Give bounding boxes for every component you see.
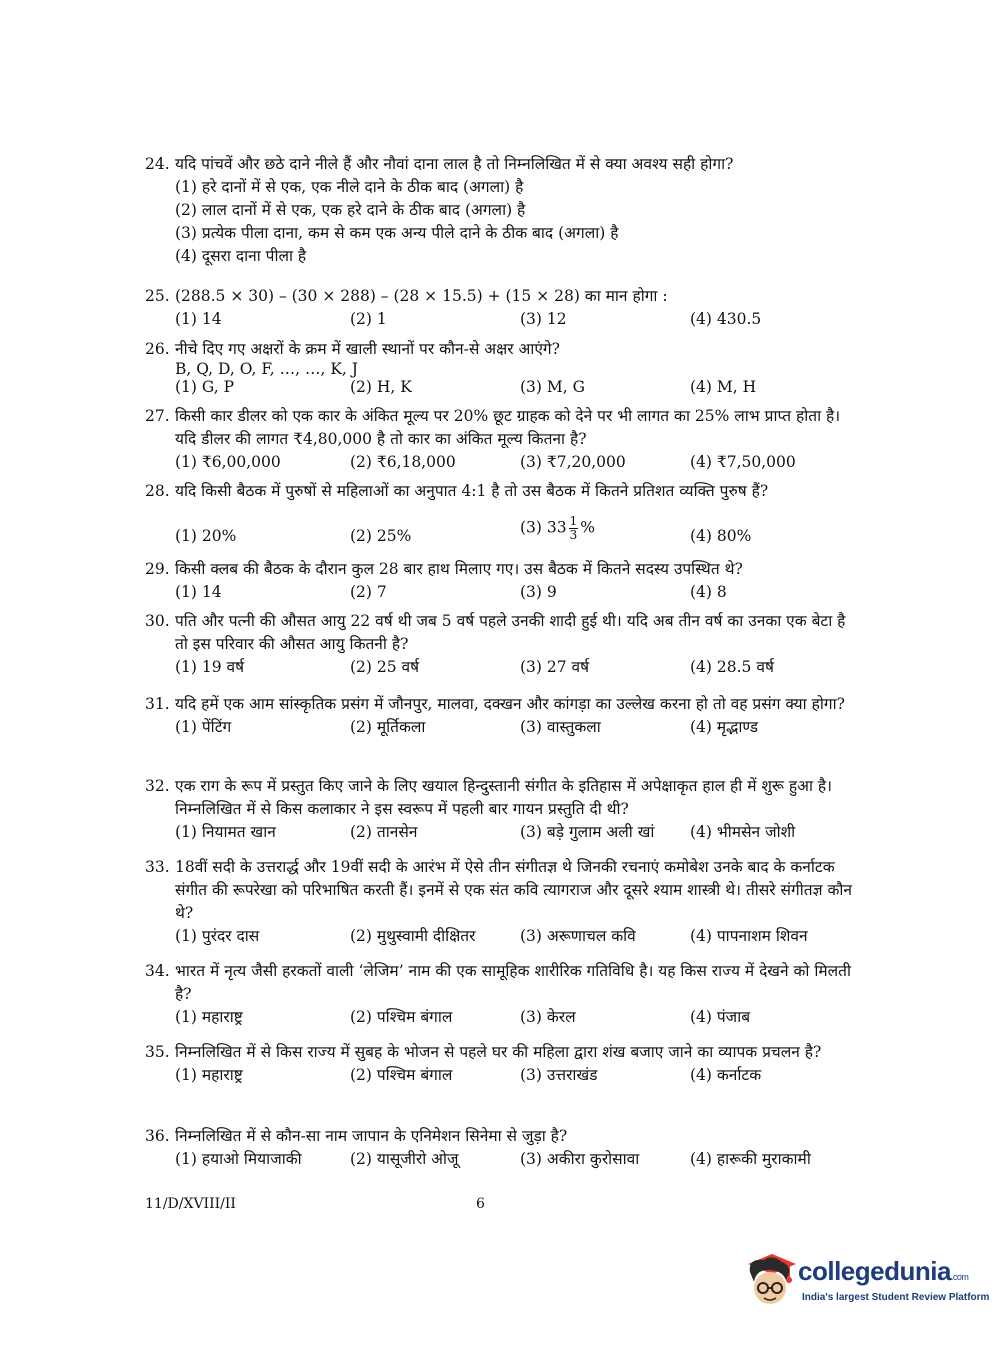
fraction-numerator: 1 <box>569 514 578 528</box>
question-27 <box>145 405 860 474</box>
options-row <box>175 1006 860 1029</box>
option-2: (2) 25% <box>350 527 412 545</box>
option-3: (3) ₹7,20,000 <box>520 453 626 471</box>
option-2: (2) तानसेन <box>350 823 418 841</box>
option-1: (1) नियामत खान <box>175 823 276 841</box>
options-row <box>175 581 860 604</box>
option-4: (4) पंजाब <box>690 1008 751 1026</box>
option-3: (3) 27 वर्ष <box>520 658 590 676</box>
option-2: (2) यासूजीरो ओजू <box>350 1150 459 1168</box>
option-3: (3) 12 <box>520 310 567 328</box>
brand-tld: .com <box>950 1272 969 1282</box>
student-mascot-icon <box>742 1250 798 1310</box>
question-35 <box>145 1041 860 1087</box>
brand-text: collegedunia <box>798 1256 951 1286</box>
options-row <box>175 821 860 844</box>
option-4: (4) कर्नाटक <box>690 1066 762 1084</box>
fraction <box>569 515 579 542</box>
option-2: (2) मुथुस्वामी दीक्षितर <box>350 927 476 945</box>
brand-name <box>798 1256 968 1287</box>
option-1: (1) पेंटिंग <box>175 718 232 736</box>
question-number: 36. <box>145 1127 170 1145</box>
options-row <box>175 656 860 679</box>
question-text: 18वीं सदी के उत्तरार्द्ध और 19वीं सदी के आरंभ में ऐसे तीन संगीतज्ञ थे जिनकी रचनाएं कमोबेश उनके बाद के कर्नाटक संगीत की रूपरेखा को परिभाषित करती हैं। इनमें से एक संत कवि त्यागराज और दूसरे श्याम शास्त्री थे। तीसरे संगीतज्ञ कौन थे? <box>175 858 852 922</box>
option-4: (4) 80% <box>690 527 752 545</box>
letter-sequence: B, Q, D, O, F, …, …, K, J <box>175 360 358 378</box>
question-34 <box>145 960 860 1029</box>
options-row <box>175 377 860 397</box>
option-3: (3) 9 <box>520 583 557 601</box>
options-row <box>175 716 860 739</box>
option-1: (1) महाराष्ट्र <box>175 1066 243 1084</box>
option-4: (4) M, H <box>690 378 757 396</box>
question-number: 35. <box>145 1043 170 1061</box>
question-text: यदि पांचवें और छठे दाने नीले हैं और नौवां दाना लाल है तो निम्नलिखित में से क्या अवश्य सही होगा? <box>175 155 734 173</box>
option-3: (3) अरूणाचल कवि <box>520 927 636 945</box>
question-28 <box>145 480 860 555</box>
options-row <box>175 1064 860 1087</box>
question-number: 31. <box>145 695 170 713</box>
question-number: 33. <box>145 858 170 876</box>
option-3: (3) केरल <box>520 1008 576 1026</box>
option-4: (4) 8 <box>690 583 727 601</box>
option-3: (3) बड़े गुलाम अली खां <box>520 823 655 841</box>
option-1: (1) हरे दानों में से एक, एक नीले दाने के ठीक बाद (अगला) है <box>175 178 524 196</box>
option-1: (1) ₹6,00,000 <box>175 453 281 471</box>
option-2: (2) H, K <box>350 378 412 396</box>
option-1: (1) 14 <box>175 310 222 328</box>
question-text: पति और पत्नी की औसत आयु 22 वर्ष थी जब 5 वर्ष पहले उनकी शादी हुई थी। यदि अब तीन वर्ष का उनका एक बेटा है तो इस परिवार की औसत आयु कितनी है? <box>175 612 846 653</box>
option-4: (4) दूसरा दाना पीला है <box>175 247 307 265</box>
question-number: 34. <box>145 962 170 980</box>
question-text: किसी क्लब की बैठक के दौरान कुल 28 बार हाथ मिलाए गए। उस बैठक में कितने सदस्य उपस्थित थे? <box>175 560 743 578</box>
option-2: (2) पश्चिम बंगाल <box>350 1008 453 1026</box>
option-1: (1) 14 <box>175 583 222 601</box>
option-3-whole: (3) 33 <box>520 518 567 537</box>
option-3 <box>520 515 595 542</box>
options-row <box>175 308 860 331</box>
option-3: (3) प्रत्येक पीला दाना, कम से कम एक अन्य पीले दाने के ठीक बाद (अगला) है <box>175 224 619 242</box>
options-row <box>175 925 860 948</box>
option-3: (3) वास्तुकला <box>520 718 601 736</box>
question-number: 32. <box>145 777 170 795</box>
brand-tagline: India's largest Student Review Platform <box>802 1292 990 1303</box>
question-text: यदि हमें एक आम सांस्कृतिक प्रसंग में जौनपुर, मालवा, दक्खन और कांगड़ा का उल्लेख करना हो तो वह प्रसंग क्या होगा? <box>175 695 845 713</box>
option-2: (2) 25 वर्ष <box>350 658 420 676</box>
question-text: यदि किसी बैठक में पुरुषों से महिलाओं का अनुपात 4:1 है तो उस बैठक में कितने प्रतिशत व्यक्ति पुरुष हैं? <box>175 482 769 500</box>
question-text: निम्नलिखित में से किस राज्य में सुबह के भोजन से पहले घर की महिला द्वारा शंख बजाए जाने का व्यापक प्रचलन है? <box>175 1043 822 1061</box>
option-1: (1) हयाओ मियाजाकी <box>175 1150 302 1168</box>
option-3: (3) अकीरा कुरोसावा <box>520 1150 640 1168</box>
question-number: 27. <box>145 407 170 425</box>
option-1: (1) 20% <box>175 527 237 545</box>
percent-sign: % <box>580 518 595 537</box>
option-4: (4) ₹7,50,000 <box>690 453 796 471</box>
question-number: 24. <box>145 155 170 173</box>
question-33 <box>145 856 860 948</box>
question-number: 26. <box>145 340 170 358</box>
question-26 <box>145 338 860 397</box>
option-4: (4) 430.5 <box>690 310 762 328</box>
question-32 <box>145 775 860 844</box>
fraction-denominator: 3 <box>569 528 578 542</box>
question-25 <box>145 285 860 331</box>
question-31 <box>145 693 860 739</box>
options-row <box>175 1148 860 1171</box>
page-number: 6 <box>476 1196 485 1212</box>
option-3: (3) M, G <box>520 378 585 396</box>
question-29 <box>145 558 860 604</box>
question-number: 29. <box>145 560 170 578</box>
option-4: (4) 28.5 वर्ष <box>690 658 774 676</box>
option-1: (1) 19 वर्ष <box>175 658 245 676</box>
question-text: भारत में नृत्य जैसी हरकतों वाली ‘लेजिम’ नाम की एक सामूहिक शारीरिक गतिविधि है। यह किस राज्य में देखने को मिलती है? <box>175 962 851 1003</box>
collegedunia-logo <box>742 1250 990 1310</box>
option-4: (4) भीमसेन जोशी <box>690 823 796 841</box>
question-text: एक राग के रूप में प्रस्तुत किए जाने के लिए खयाल हिन्दुस्तानी संगीत के इतिहास में अपेक्षाकृत हाल ही में शुरू हुआ है। निम्नलिखित में से किस कलाकार ने इस स्वरूप में पहली बार गायन प्रस्तुति दी थी? <box>175 777 833 818</box>
option-1: (1) पुरंदर दास <box>175 927 260 945</box>
question-number: 28. <box>145 482 170 500</box>
option-2: (2) पश्चिम बंगाल <box>350 1066 453 1084</box>
option-4: (4) मृद्भाण्ड <box>690 718 759 736</box>
option-1: (1) G, P <box>175 378 234 396</box>
question-text: किसी कार डीलर को एक कार के अंकित मूल्य पर 20% छूट ग्राहक को देने पर भी लागत का 25% लाभ प्राप्त होता है। यदि डीलर की लागत ₹4,80,000 है तो कार का अंकित मूल्य कितना है? <box>175 407 841 448</box>
option-4: (4) हारूकी मुराकामी <box>690 1150 811 1168</box>
question-24 <box>145 153 860 268</box>
paper-code: 11/D/XVIII/II <box>145 1196 236 1212</box>
question-number: 25. <box>145 287 170 305</box>
options-row <box>175 515 860 555</box>
option-1: (1) महाराष्ट्र <box>175 1008 243 1026</box>
question-36 <box>145 1125 860 1171</box>
question-text: निम्नलिखित में से कौन-सा नाम जापान के एनिमेशन सिनेमा से जुड़ा है? <box>175 1127 568 1145</box>
option-2: (2) 7 <box>350 583 387 601</box>
question-30 <box>145 610 860 679</box>
option-2: (2) 1 <box>350 310 387 328</box>
option-4: (4) पापनाशम शिवन <box>690 927 808 945</box>
question-number: 30. <box>145 612 170 630</box>
option-2: (2) लाल दानों में से एक, एक हरे दाने के ठीक बाद (अगला) है <box>175 201 526 219</box>
question-text: नीचे दिए गए अक्षरों के क्रम में खाली स्थानों पर कौन-से अक्षर आएंगे? <box>175 340 560 358</box>
question-text: (288.5 × 30) – (30 × 288) – (28 × 15.5) + (15 × 28) का मान होगा : <box>175 287 668 305</box>
option-2: (2) मूर्तिकला <box>350 718 426 736</box>
option-2: (2) ₹6,18,000 <box>350 453 456 471</box>
option-3: (3) उत्तराखंड <box>520 1066 598 1084</box>
options-row <box>175 451 860 474</box>
